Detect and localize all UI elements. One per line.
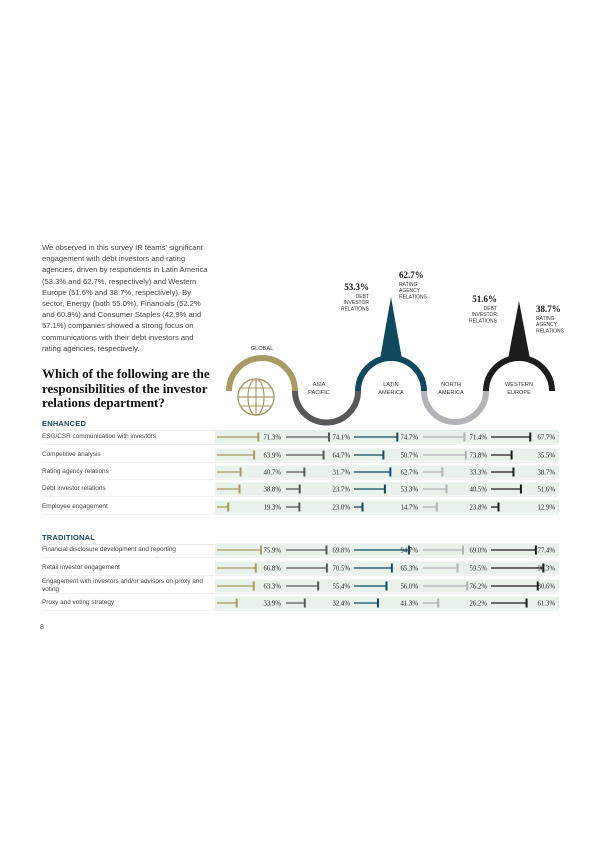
data-label: 61.3% xyxy=(537,600,555,608)
highlight-label-2-0: DEBT xyxy=(483,306,497,312)
data-label: 74.1% xyxy=(332,434,350,442)
globe-icon xyxy=(238,379,274,415)
data-label: 33.3% xyxy=(469,469,487,477)
data-label: 62.7% xyxy=(400,469,418,477)
data-label: 41.3% xyxy=(400,600,418,608)
intro-paragraph: We observed in this survey IR teams' significant engagement with debt investors and rating agencies, driven by respondents in Latin America (53.3% and 62.7%, respectively) and Western Europe (51.6% and 38.7%, respectively). By sector, Energy (both 55.0%), Financials (52.2% and 60.9%) and Consumer Staples (42.9% and 57.1%) companies showed a strong focus on communications with their debt investors and rating agencies, respectively. xyxy=(42,243,208,353)
data-label: 63.9% xyxy=(263,452,281,460)
row-label: Rating agency relations xyxy=(42,468,109,476)
data-label: 40.7% xyxy=(263,469,281,477)
spike-latin-america xyxy=(380,297,402,359)
data-label: 76.2% xyxy=(469,583,487,591)
data-label: 19.3% xyxy=(263,504,281,512)
data-label: 31.7% xyxy=(332,469,350,477)
region-label-3-0: NORTH xyxy=(441,382,461,388)
highlight-label-3-1: AGENCY xyxy=(536,322,558,329)
highlight-label-0-1: INVESTOR xyxy=(343,300,369,307)
highlight-label-2-1: INVESTOR xyxy=(471,312,497,319)
region-label-4-0: WESTERN xyxy=(505,382,533,388)
data-label: 53.3% xyxy=(400,486,418,494)
data-label: 55.4% xyxy=(332,583,350,591)
data-label: 66.8% xyxy=(263,565,281,573)
highlight-label-0-0: DEBT xyxy=(355,294,369,300)
data-label: 23.8% xyxy=(469,504,487,512)
highlight-label-2-2: RELATIONS xyxy=(469,318,497,325)
data-label: 33.9% xyxy=(263,600,281,608)
section-heading-enhanced: ENHANCED xyxy=(42,419,87,428)
data-label: 73.8% xyxy=(469,452,487,460)
highlight-label-3-0: RATING xyxy=(536,316,555,322)
spike-western-europe xyxy=(508,301,530,359)
highlight-value-2: 51.6% xyxy=(472,294,497,304)
data-label: 56.0% xyxy=(400,583,418,591)
data-label: 67.7% xyxy=(537,434,555,442)
highlight-value-1: 62.7% xyxy=(399,270,424,280)
data-label: 74.7% xyxy=(400,434,418,442)
region-label-0-0: GLOBAL xyxy=(250,346,274,352)
data-label: 50.7% xyxy=(400,452,418,460)
data-label: 75.9% xyxy=(263,547,281,555)
row-label: Retail investor engagement xyxy=(42,564,120,572)
row-label: Proxy and voting strategy xyxy=(42,599,115,607)
data-label: 32.4% xyxy=(332,600,350,608)
data-label: 77.4% xyxy=(537,547,555,555)
page-number: 8 xyxy=(40,624,44,631)
highlight-label-1-2: RELATIONS xyxy=(399,294,427,301)
row-label: ESG/CSR communication with investors xyxy=(42,433,157,441)
highlight-label-1-0: RATING xyxy=(399,282,418,288)
data-label: 38.7% xyxy=(537,469,555,477)
data-label: 80.6% xyxy=(537,583,555,591)
data-label: 69.0% xyxy=(469,547,487,555)
data-label: 63.3% xyxy=(263,583,281,591)
data-label: 26.2% xyxy=(469,600,487,608)
region-label-2-0: LATIN xyxy=(383,382,399,388)
row-label: Engagement with investors and/or advisors on proxy and voting xyxy=(42,578,203,593)
data-label: 71.4% xyxy=(469,434,487,442)
section-heading-traditional: TRADITIONAL xyxy=(42,533,96,542)
data-label: 69.8% xyxy=(332,547,350,555)
row-label: Financial disclosure development and reporting xyxy=(42,546,176,554)
highlight-value-0: 53.3% xyxy=(344,282,369,292)
region-label-1-0: ASIA xyxy=(312,382,326,388)
data-label: 90.3% xyxy=(537,565,555,573)
data-label: 35.5% xyxy=(537,452,555,460)
data-label: 65.3% xyxy=(400,565,418,573)
region-label-2-1: AMERICA xyxy=(378,390,404,396)
data-label: 59.5% xyxy=(469,565,487,573)
highlight-value-3: 38.7% xyxy=(536,304,561,314)
row-label: Employee engagement xyxy=(42,503,108,511)
data-label: 40.5% xyxy=(469,486,487,494)
data-label: 94.7% xyxy=(400,547,418,555)
data-label: 71.3% xyxy=(263,434,281,442)
row-label: Debt investor relations xyxy=(42,485,106,493)
data-label: 64.7% xyxy=(332,452,350,460)
data-label: 38.8% xyxy=(263,486,281,494)
data-label: 12.9% xyxy=(537,504,555,512)
region-label-3-1: AMERICA xyxy=(438,390,464,396)
data-label: 23.7% xyxy=(332,486,350,494)
data-label: 51.6% xyxy=(537,486,555,494)
data-label: 70.5% xyxy=(332,565,350,573)
question-heading: Which of the following are the responsibilities of the investor relations department? xyxy=(42,366,210,410)
highlight-label-1-1: AGENCY xyxy=(399,288,421,295)
data-label: 23.0% xyxy=(332,504,350,512)
highlight-label-0-2: RELATIONS xyxy=(341,306,369,313)
row-label: Competitive analysis xyxy=(42,451,101,459)
highlight-label-3-2: RELATIONS xyxy=(536,328,564,335)
region-label-4-1: EUROPE xyxy=(507,390,531,396)
data-label: 14.7% xyxy=(400,504,418,512)
region-label-1-1: PACIFIC xyxy=(308,390,330,396)
